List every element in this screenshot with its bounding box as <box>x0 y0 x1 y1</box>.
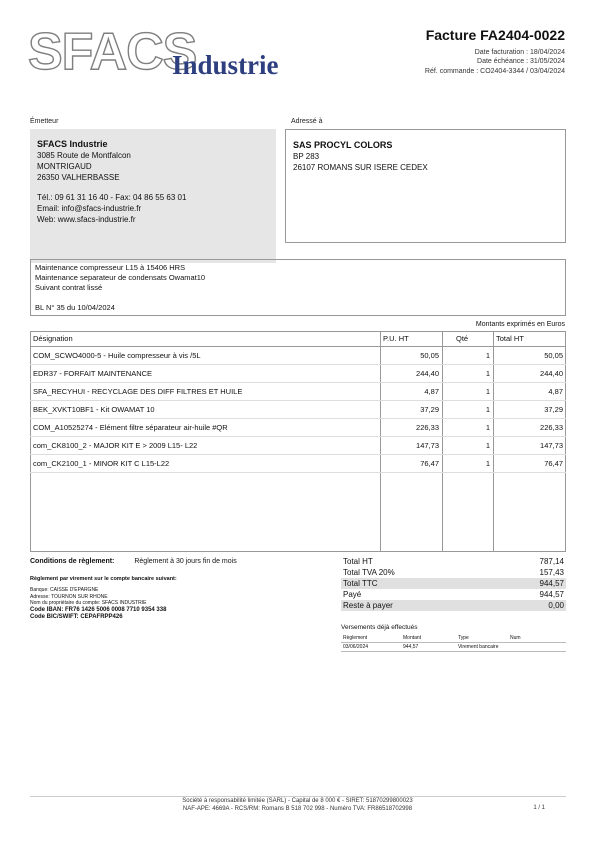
row-unit-price: 244,40 <box>380 365 442 383</box>
table-row <box>30 437 566 455</box>
emetteur-address3: 26350 VALHERBASSE <box>37 173 120 182</box>
delivery-note: BL N° 35 du 10/04/2024 <box>35 303 115 312</box>
row-quantity: 1 <box>442 365 493 383</box>
header-designation: Désignation <box>30 331 380 347</box>
row-unit-price: 37,29 <box>380 401 442 419</box>
invoice-description <box>30 259 566 316</box>
row-designation: BEK_XVKT10BF1 - Kit OWAMAT 10 <box>30 401 380 419</box>
destinataire-name: SAS PROCYL COLORS <box>293 140 393 150</box>
payments-header: Montant <box>401 634 456 643</box>
bic: Code BIC/SWIFT: CEPAFRPP426 <box>30 613 123 620</box>
row-designation: SFA_RECYHUI - RECYCLAGE DES DIFF FILTRES ET HUILE <box>30 383 380 401</box>
description-line: Maintenance compresseur L15 à 15406 HRS <box>35 263 186 272</box>
row-quantity: 1 <box>442 437 493 455</box>
header-quantity: Qté <box>442 331 493 347</box>
total-label: Payé <box>343 590 362 599</box>
total-value: 157,43 <box>539 568 564 577</box>
conditions-value: Règlement à 30 jours fin de mois <box>134 558 237 565</box>
company-logo-subtitle: Industrie <box>172 50 279 80</box>
table-row <box>30 455 566 473</box>
row-unit-price: 226,33 <box>380 419 442 437</box>
payment-date: 03/06/2024 <box>341 643 401 652</box>
payments-header: Règlement <box>341 634 401 643</box>
company-logo: SFACS <box>28 23 197 81</box>
row-total: 147,73 <box>493 437 566 455</box>
payments-header: Num <box>508 634 566 643</box>
total-value: 0,00 <box>490 600 566 611</box>
emetteur-box <box>30 129 276 263</box>
emetteur-address2: MONTRIGAUD <box>37 162 92 171</box>
payments-table <box>341 634 566 652</box>
footer-legal-line2: NAF-APE: 4669A - RCS/RM: Romans B 518 702 998 - Numéro TVA: FR86518702998 <box>182 806 413 812</box>
row-quantity: 1 <box>442 401 493 419</box>
row-total: 4,87 <box>493 383 566 401</box>
conditions-label: Conditions de règlement: <box>30 558 115 565</box>
row-designation: COM_A10525274 - Elément filtre séparateur air-huile #QR <box>30 419 380 437</box>
items-table <box>30 331 566 473</box>
header-total: Total HT <box>493 331 566 347</box>
payment-num <box>508 643 566 652</box>
emetteur-name: SFACS Industrie <box>37 139 108 149</box>
table-row <box>30 383 566 401</box>
row-total: 76,47 <box>493 455 566 473</box>
totals-table <box>341 556 566 611</box>
table-row <box>30 347 566 365</box>
bank-name: Banque: CAISSE D'EPARGNE <box>30 587 99 593</box>
row-quantity: 1 <box>442 455 493 473</box>
row-total: 226,33 <box>493 419 566 437</box>
row-unit-price: 147,73 <box>380 437 442 455</box>
emetteur-email: Email: info@sfacs-industrie.fr <box>37 204 142 213</box>
table-row <box>30 401 566 419</box>
description-line: Suivant contrat lissé <box>35 283 103 292</box>
description-line: Maintenance separateur de condensats Owamat10 <box>35 273 206 282</box>
row-total: 37,29 <box>493 401 566 419</box>
destinataire-address1: BP 283 <box>293 152 320 161</box>
table-row <box>30 419 566 437</box>
row-designation: com_CK2100_1 - MINOR KIT C L15-L22 <box>30 455 380 473</box>
row-quantity: 1 <box>442 419 493 437</box>
total-ht-row <box>341 556 566 567</box>
payments-header-row <box>341 634 566 643</box>
row-designation: com_CK8100_2 - MAJOR KIT E > 2009 L15- L22 <box>30 437 380 455</box>
order-reference: Réf. commande : CO2404-3344 / 03/04/2024 <box>424 68 565 75</box>
payment-type: Virement bancaire <box>456 643 508 652</box>
payment-conditions <box>30 558 237 565</box>
iban: Code IBAN: FR76 1426 5006 0008 7710 9354 338 <box>30 606 167 613</box>
emetteur-web: Web: www.sfacs-industrie.fr <box>37 215 136 224</box>
total-label: Total HT <box>343 557 373 566</box>
due-date: Date échéance : 31/05/2024 <box>477 58 565 65</box>
emetteur-label: Émetteur <box>30 118 59 125</box>
row-total: 244,40 <box>493 365 566 383</box>
row-designation: EDR37 - FORFAIT MAINTENANCE <box>30 365 380 383</box>
total-ttc-row <box>341 578 566 589</box>
paid-row <box>341 589 566 600</box>
payments-title: Versements déjà effectués <box>341 624 418 631</box>
bank-details <box>30 587 166 621</box>
invoice-title: Facture FA2404-0022 <box>425 27 565 43</box>
footer-legal-line1: Société à responsabilité limitée (SARL) - Capital de 8 000 € - SIRET: 51870299800023 <box>182 798 413 804</box>
currency-note: Montants exprimés en Euros <box>475 321 565 328</box>
emetteur-address1: 3085 Route de Montfalcon <box>37 151 131 160</box>
payment-row <box>341 643 566 652</box>
total-label: Reste à payer <box>341 600 490 611</box>
total-label: Total TVA 20% <box>343 568 395 577</box>
remaining-row <box>341 600 566 611</box>
footer-divider <box>30 796 566 797</box>
invoice-date: Date facturation : 18/04/2024 <box>474 49 565 56</box>
total-value: 944,57 <box>490 578 566 589</box>
emetteur-phone: Tél.: 09 61 31 16 40 - Fax: 04 86 55 63 01 <box>37 193 187 202</box>
row-unit-price: 50,05 <box>380 347 442 365</box>
payment-amount: 944,57 <box>401 643 456 652</box>
bank-address: Adresse: TOURNON SUR RHONE <box>30 593 108 600</box>
total-tva-row <box>341 567 566 578</box>
destinataire-label: Adressé à <box>291 118 323 125</box>
total-label: Total TTC <box>341 578 490 589</box>
row-unit-price: 76,47 <box>380 455 442 473</box>
row-unit-price: 4,87 <box>380 383 442 401</box>
row-total: 50,05 <box>493 347 566 365</box>
account-owner: Nom du propriétaire du compte: SFACS INDUSTRIE <box>30 600 147 606</box>
total-value: 944,57 <box>539 590 564 599</box>
total-value: 787,14 <box>539 557 564 566</box>
row-quantity: 1 <box>442 347 493 365</box>
header-unit-price: P.U. HT <box>380 331 442 347</box>
table-row <box>30 365 566 383</box>
payments-header: Type <box>456 634 508 643</box>
transfer-label: Règlement par virement sur le compte bancaire suivant: <box>30 576 177 582</box>
destinataire-address2: 26107 ROMANS SUR ISERE CEDEX <box>293 163 428 172</box>
row-quantity: 1 <box>442 383 493 401</box>
row-designation: COM_SCWO4000-5 - Huile compresseur à vis /5L <box>30 347 380 365</box>
destinataire-box <box>285 129 566 243</box>
page-number: 1 / 1 <box>533 805 545 811</box>
items-header-row <box>30 331 566 347</box>
